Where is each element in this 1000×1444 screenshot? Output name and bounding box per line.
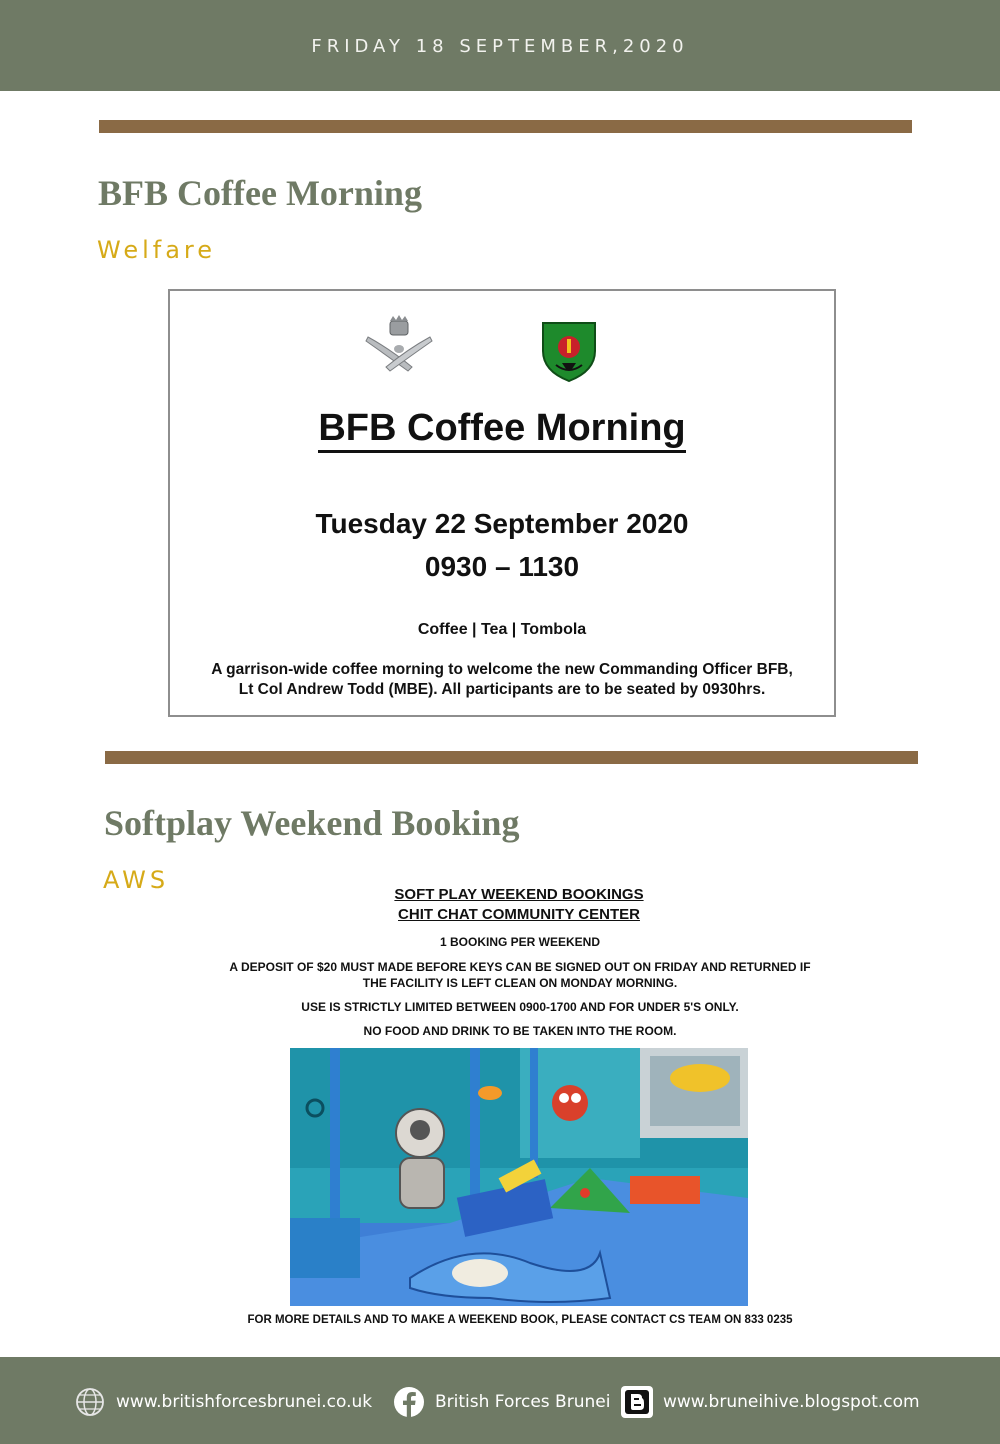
softplay-rule <box>190 959 850 991</box>
softplay-rule: NO FOOD AND DRINK TO BE TAKEN INTO THE ROOM. <box>363 1024 677 1038</box>
section-category: AWS <box>103 866 170 894</box>
flyer-heading-text: BFB Coffee Morning <box>318 407 685 453</box>
event-items: Coffee | Tea | Tombola <box>417 621 587 638</box>
softplay-rule: 1 BOOKING PER WEEKEND <box>439 935 601 949</box>
footer-blog-link[interactable] <box>621 1387 920 1417</box>
description-line: A garrison-wide coffee morning to welcome the new Commanding Officer BFB, <box>211 661 793 678</box>
footer-website-link[interactable] <box>74 1387 372 1417</box>
issue-date: FRIDAY 18 SEPTEMBER,2020 <box>311 36 689 57</box>
facebook-icon <box>393 1386 425 1418</box>
blogger-icon <box>621 1386 653 1418</box>
footer-bar <box>0 1357 1000 1444</box>
event-time: 0930 – 1130 <box>424 551 580 582</box>
softplay-subheading: CHIT CHAT COMMUNITY CENTER <box>398 906 640 923</box>
coffee-morning-flyer <box>168 289 836 717</box>
softplay-rule: USE IS STRICTLY LIMITED BETWEEN 0900-1700 AND FOR UNDER 5'S ONLY. <box>301 1000 739 1014</box>
footer-blog-text: www.bruneihive.blogspot.com <box>663 1392 920 1412</box>
softplay-contact: FOR MORE DETAILS AND TO MAKE A WEEKEND BOOK, PLEASE CONTACT CS TEAM ON 833 0235 <box>247 1314 793 1326</box>
globe-icon <box>74 1386 106 1418</box>
section-category: Welfare <box>97 236 217 264</box>
event-date: Tuesday 22 September 2020 <box>315 508 689 539</box>
softplay-heading: SOFT PLAY WEEKEND BOOKINGS <box>394 886 644 903</box>
footer-facebook-link[interactable] <box>393 1387 610 1417</box>
event-description <box>170 660 834 700</box>
softplay-rule-line: A DEPOSIT OF $20 MUST MADE BEFORE KEYS CAN BE SIGNED OUT ON FRIDAY AND RETURNED IF <box>229 960 811 974</box>
section-title: Softplay Weekend Booking <box>104 803 520 843</box>
footer-facebook-text: British Forces Brunei <box>435 1392 611 1412</box>
top-banner <box>0 0 1000 91</box>
section-divider <box>105 751 918 764</box>
flyer-heading <box>170 407 834 450</box>
footer-website-text: www.britishforcesbrunei.co.uk <box>116 1392 373 1412</box>
gurkha-badge-icon <box>360 315 438 377</box>
shield-crest-icon <box>540 321 598 383</box>
description-line: Lt Col Andrew Todd (MBE). All participants are to be seated by 0930hrs. <box>238 681 766 698</box>
section-title: BFB Coffee Morning <box>98 173 422 213</box>
softplay-rule-line: THE FACILITY IS LEFT CLEAN ON MONDAY MORNING. <box>362 976 678 990</box>
section-divider <box>99 120 912 133</box>
softplay-room-photo <box>290 1048 748 1306</box>
